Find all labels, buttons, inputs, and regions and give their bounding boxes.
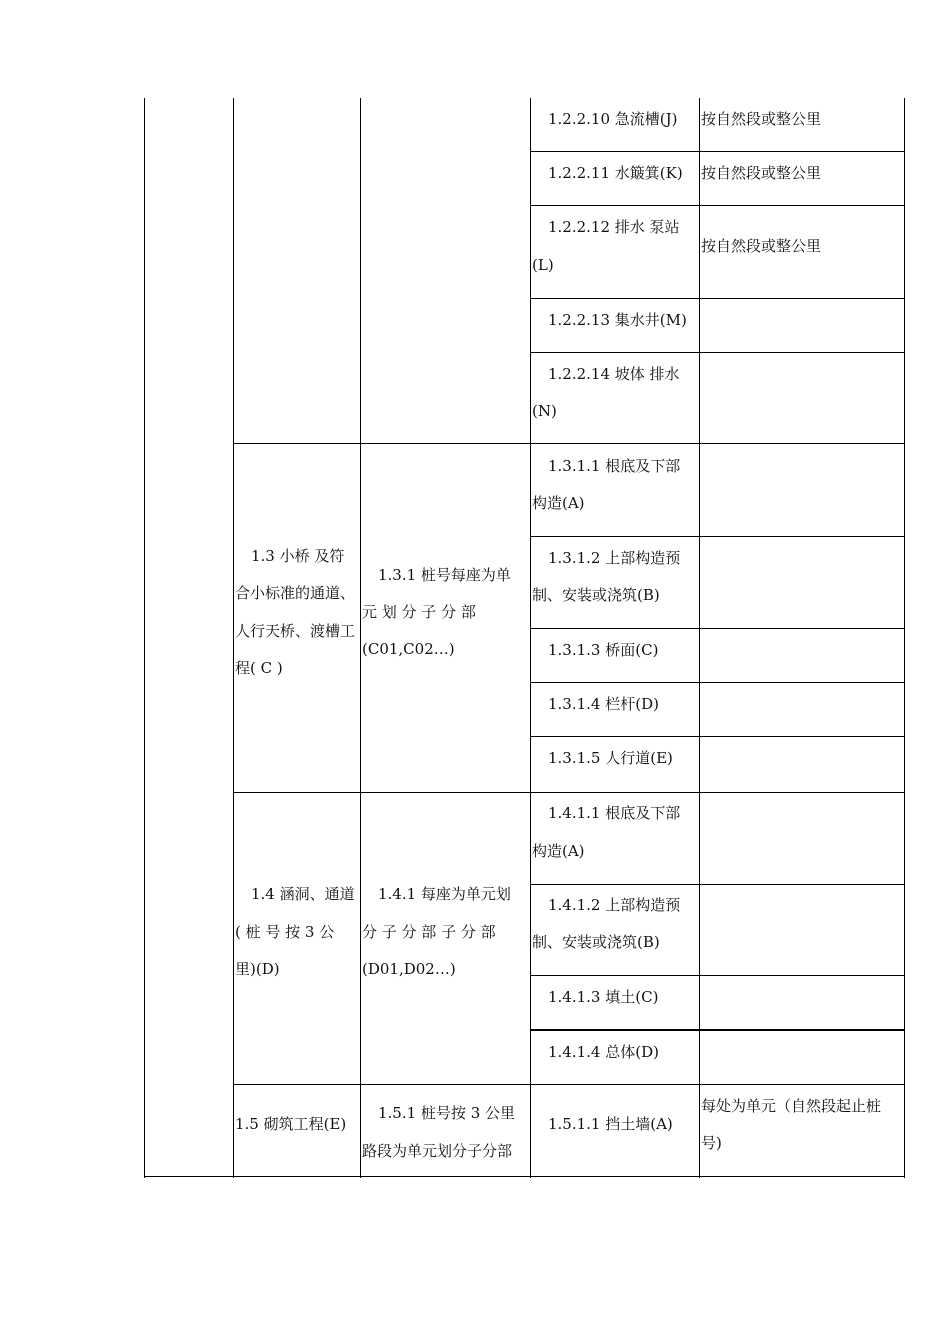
item-cell: 1.2.2.14 坡体 排水 [548, 365, 680, 383]
row-divider [530, 151, 905, 152]
item-cell: 1.3.1.3 桥面(C) [548, 641, 659, 659]
row-divider [530, 298, 905, 299]
subsection-title: 1.3.1 桩号每座为单 [378, 566, 511, 584]
rule-cell-cont: 号) [701, 1134, 722, 1152]
column-divider-2 [360, 98, 361, 1178]
row-divider-bold [530, 1029, 905, 1031]
subsection-title-cont: (D01,D02…) [362, 960, 456, 978]
section-title: 1.3 小桥 及符 [251, 547, 345, 565]
row-divider [530, 628, 905, 629]
subsection-title: 1.4.1 每座为单元划 [378, 885, 511, 903]
item-cell: 1.4.1.3 填土(C) [548, 988, 659, 1006]
item-cell: 1.4.1.2 上部构造预 [548, 896, 681, 914]
item-cell: 1.4.1.1 根底及下部 [548, 804, 681, 822]
item-cell-cont: (N) [532, 402, 557, 420]
table-border-left [144, 98, 145, 1178]
group-divider [233, 443, 905, 444]
column-divider-4 [699, 98, 700, 1178]
item-cell-cont: (L) [532, 256, 554, 274]
row-divider [530, 975, 905, 976]
row-divider [530, 536, 905, 537]
subsection-title-cont: 分 子 分 部 子 分 部 [362, 923, 496, 941]
rule-cell: 按自然段或整公里 [701, 237, 822, 255]
item-cell: 1.2.2.12 排水 泵站 [548, 218, 680, 236]
item-cell-cont: 构造(A) [532, 494, 585, 512]
row-divider [530, 205, 905, 206]
subsection-title-cont: (C01,C02…) [362, 640, 455, 658]
section-title-cont: 人行天桥、渡槽工 [235, 622, 356, 640]
section-title-cont: 合小标准的通道、 [235, 584, 356, 602]
item-cell: 1.2.2.13 集水井(M) [548, 311, 687, 329]
section-title-cont: 里)(D) [235, 960, 280, 978]
column-divider-1 [233, 98, 234, 1178]
rule-cell: 每处为单元（自然段起止桩 [701, 1097, 882, 1115]
item-cell: 1.5.1.1 挡土墙(A) [548, 1115, 673, 1133]
section-title-cont: 程( C ) [235, 659, 283, 677]
row-divider [530, 736, 905, 737]
item-cell-cont: 构造(A) [532, 842, 585, 860]
table-border-bottom [144, 1176, 905, 1177]
group-divider [233, 792, 905, 793]
section-title-cont: ( 桩 号 按 3 公 [235, 923, 335, 941]
item-cell-cont: 制、安装或浇筑(B) [532, 586, 660, 604]
group-divider [233, 1084, 905, 1085]
subsection-title-cont: 元 划 分 子 分 部 [362, 603, 476, 621]
rule-cell: 按自然段或整公里 [701, 110, 822, 128]
row-divider [530, 682, 905, 683]
subsection-title-cont: 路段为单元划分子分部 [362, 1142, 513, 1160]
item-cell-cont: 制、安装或浇筑(B) [532, 933, 660, 951]
item-cell: 1.2.2.11 水簸箕(K) [548, 164, 683, 182]
item-cell: 1.3.1.5 人行道(E) [548, 749, 673, 767]
table-border-right [904, 98, 905, 1178]
section-title: 1.4 涵洞、通道 [251, 885, 355, 903]
item-cell: 1.4.1.4 总体(D) [548, 1043, 659, 1061]
subsection-title: 1.5.1 桩号按 3 公里 [378, 1104, 516, 1122]
rule-cell: 按自然段或整公里 [701, 164, 822, 182]
row-divider [530, 352, 905, 353]
row-divider [530, 884, 905, 885]
item-cell: 1.3.1.4 栏杆(D) [548, 695, 659, 713]
item-cell: 1.3.1.2 上部构造预 [548, 549, 681, 567]
item-cell: 1.3.1.1 根底及下部 [548, 457, 681, 475]
section-title: 1.5 砌筑工程(E) [235, 1115, 347, 1133]
item-cell: 1.2.2.10 急流槽(J) [548, 110, 678, 128]
